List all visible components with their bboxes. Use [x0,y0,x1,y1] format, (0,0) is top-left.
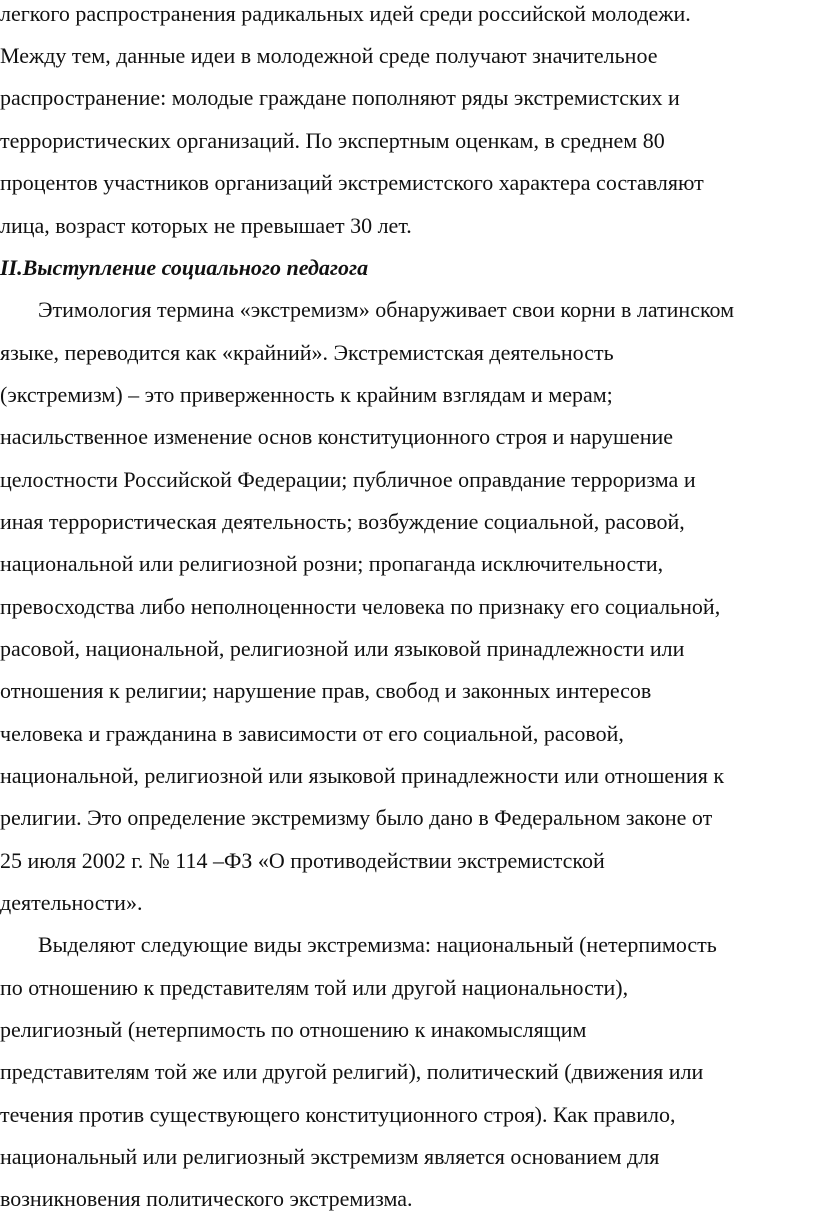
text-line: превосходства либо неполноценности человека по признаку его социальной, [0,594,721,619]
text-line: иная террористическая деятельность; возбуждение социальной, расовой, [0,509,685,534]
text-line: религиозный (нетерпимость по отношению к инакомыслящим [0,1017,587,1042]
text-line: религии. Это определение экстремизму было дано в Федеральном законе от [0,805,713,830]
text-line: по отношению к представителям той или другой национальности), [0,975,629,1000]
text-line: возникновения политического экстремизма. [0,1186,413,1211]
text-line: Между тем, данные идеи в молодежной среде получают значительное [0,43,658,68]
text-line: Выделяют следующие виды экстремизма: национальный (нетерпимость [38,932,717,957]
text-line: легкого распространения радикальных идей среди российской молодежи. [0,1,691,26]
text-line: распространение: молодые граждане пополняют ряды экстремистских и [0,85,680,110]
text-line: языке, переводится как «крайний». Экстремистская деятельность [0,340,614,365]
text-line: деятельности». [0,890,143,915]
text-line: процентов участников организаций экстремистского характера составляют [0,170,704,195]
text-line: целостности Российской Федерации; публичное оправдание терроризма и [0,467,696,492]
text-line: отношения к религии; нарушение прав, свобод и законных интересов [0,678,652,703]
text-line: террористических организаций. По экспертным оценкам, в среднем 80 [0,128,665,153]
text-line: 25 июля 2002 г. № 114 –ФЗ «О противодействии экстремистской [0,848,605,873]
text-line: расовой, национальной, религиозной или языковой принадлежности или [0,636,685,661]
text-line: насильственное изменение основ конституционного строя и нарушение [0,424,674,449]
text-line: Этимология термина «экстремизм» обнаруживает свои корни в латинском [38,297,735,322]
text-line: национальный или религиозный экстремизм является основанием для [0,1144,660,1169]
text-line: национальной, религиозной или языковой принадлежности или отношения к [0,763,725,788]
section-heading: II.Выступление социального педагога [0,255,369,280]
text-line: национальной или религиозной розни; пропаганда исключительности, [0,551,664,576]
text-line: человека и гражданина в зависимости от его социальной, расовой, [0,721,624,746]
text-line: представителям той же или другой религий), политический (движения или [0,1059,704,1084]
text-line: (экстремизм) – это приверженность к крайним взглядам и мерам; [0,382,613,407]
text-line: течения против существующего конституционного строя). Как правило, [0,1102,676,1127]
text-line: лица, возраст которых не превышает 30 лет. [0,213,412,238]
